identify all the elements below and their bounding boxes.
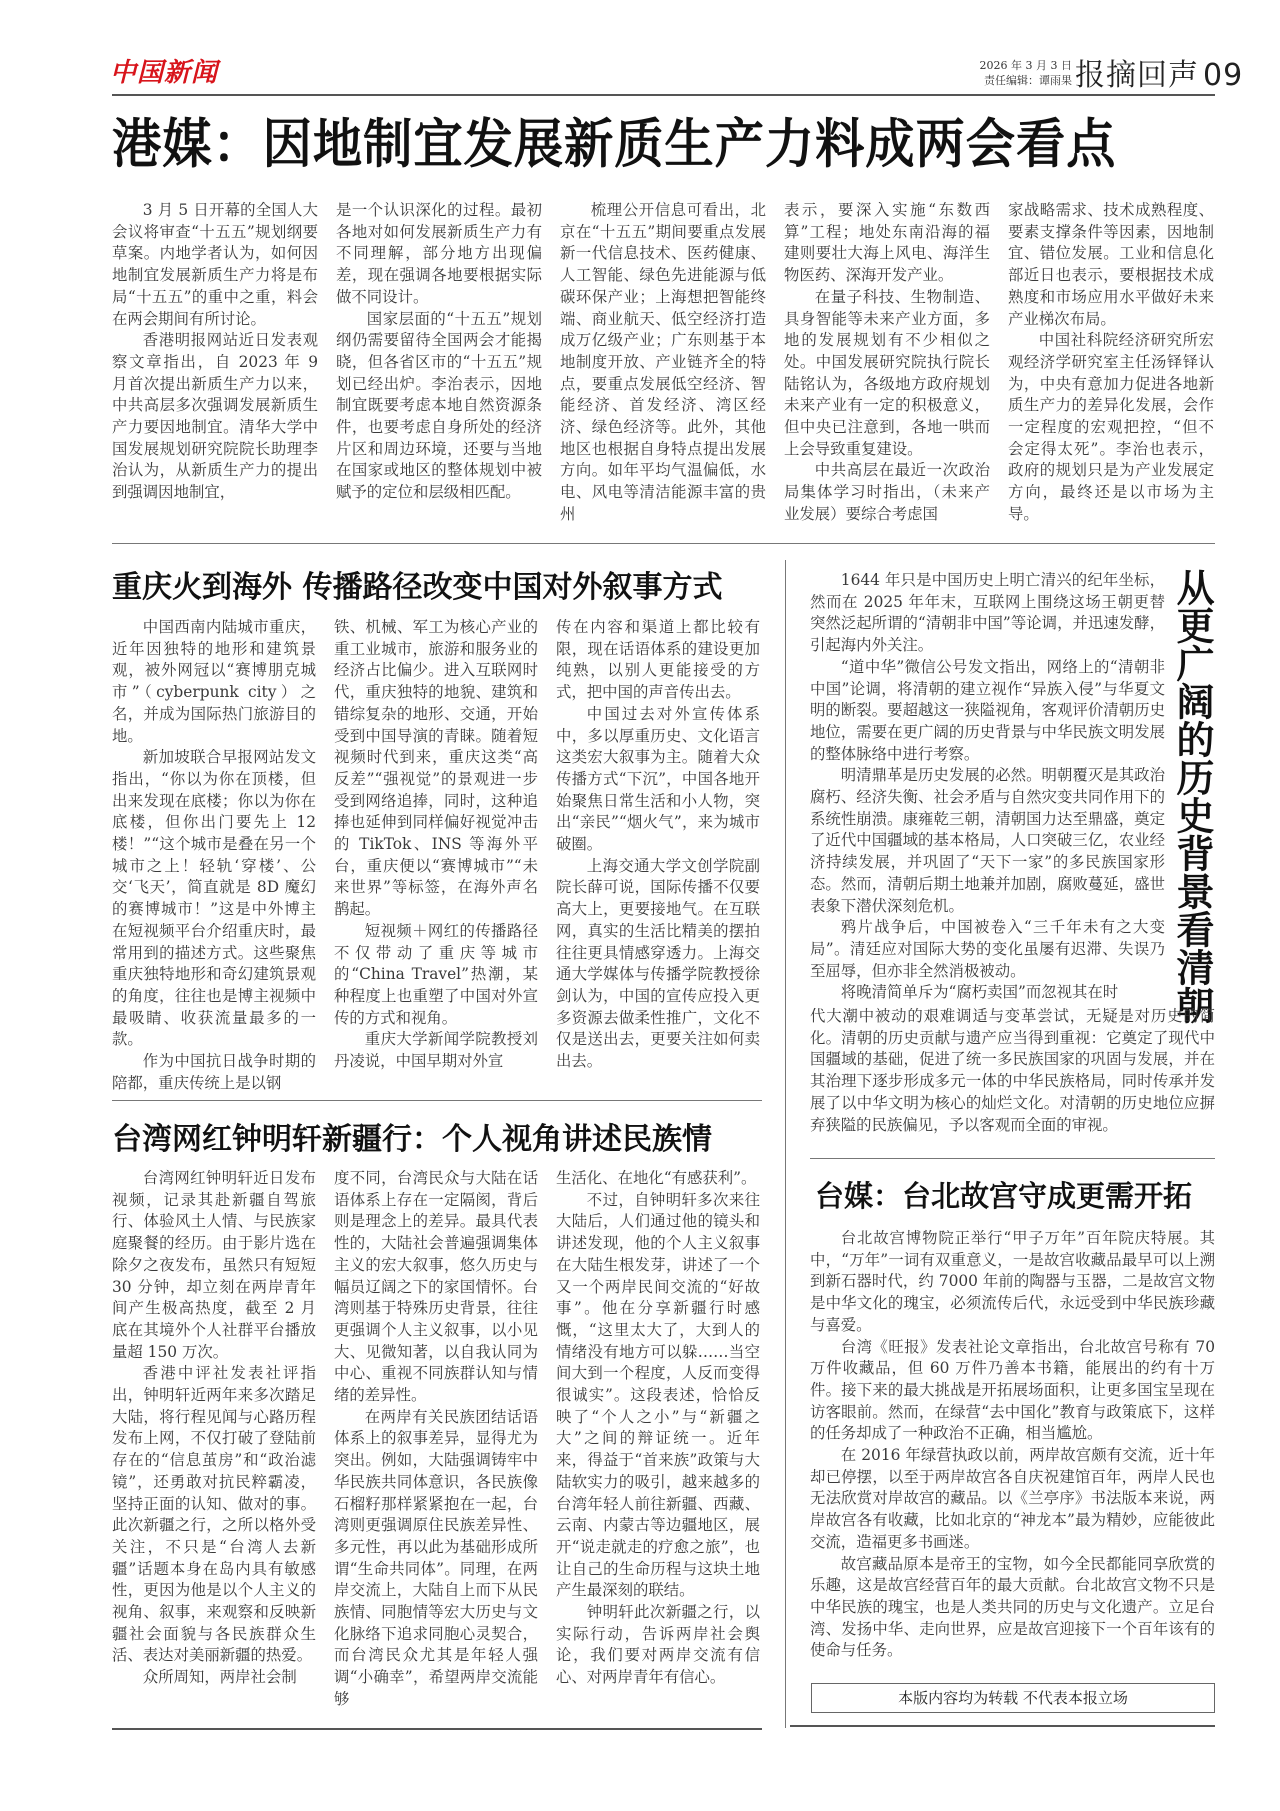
paragraph: 传在内容和渠道上都比较有限，现在话语体系的建设更加纯熟，以别人更能接受的方式，把中国的声音传出去。 [556,618,760,702]
text-column [784,200,990,526]
paragraph: 是一个认识深化的过程。最初各地对如何发展新质生产力有不同理解，部分地方出现偏差，现在强调各地要根据实际做不同设计。 [336,201,542,306]
text-column [1008,200,1214,526]
article5-body [810,1228,1215,1662]
paragraph: 台湾《旺报》发表社论文章指出，台北故宫号称有 70 万件收藏品，但 60 万件乃善本书籍，能展出的约有十万件。接下来的最大挑战是开拓展场面积，让更多国宝呈现在访客眼前。然而，在绿营“去中国化”教育与政策底下，这样的任务却成了一种政治不正确，相当尴尬。 [810,1337,1215,1443]
bottom-rule-left [112,1728,762,1730]
paragraph: 新加坡联合早报网站发文指出，“你以为你在顶楼，但出来发现在底楼；你以为你在底楼，但你出门要先上 12 楼！”“这个城市是叠在另一个城市之上！轻轨‘穿楼’、公交‘飞天’，简直就是 8D 魔幻的赛博城市！”这是中外博主在短视频平台介绍重庆时，最常用到的描述方式。这些聚焦重庆独特地形和奇幻建筑景观的角度，往往也是博主视频中最吸睛、收获流量最多的一款。 [112,748,316,1049]
paragraph: 鸦片战争后，中国被卷入“三千年未有之大变局”。清廷应对国际大势的变化虽屡有迟滞、失误乃至屈辱，但亦非全然消极被动。 [810,918,1165,980]
page-number: 09 [1203,58,1244,93]
article4-paragraph: 代大潮中被动的艰难调适与变革尝试，无疑是对历史的简化。清朝的历史贡献与遗产应当得到重视：它奠定了现代中国疆域的基础，促进了统一多民族国家的巩固与发展，并在其治理下逐步形成多元一体的中华民族格局，同时传承并发展了以中华文明为核心的灿烂文化。对清朝的历史地位应摒弃狭隘的民族偏见，予以客观而全面的审视。 [810,1007,1215,1134]
paragraph: 家战略需求、技术成熟程度、要素支撑条件等因素，因地制宜、错位发展。工业和信息化部近日也表示，要根据技术成熟度和市场应用水平做好未来产业梯次布局。 [1008,201,1214,328]
paragraph: “道中华”微信公号发文指出，网络上的“清朝非中国”论调，将清朝的建立视作“异族入侵”与华夏文明的断裂。要超越这一狭隘视角，客观评价清朝历史地位，需要在更广阔的历史背景与中华民族文明发展的整体脉络中进行考察。 [810,657,1165,763]
section-name: 报摘回声 [1075,58,1199,93]
section-divider [112,543,1215,544]
article2-body [112,617,762,1094]
paragraph: 中国过去对外宣传体系中，多以厚重历史、文化语言这类宏大叙事为主。随着大众传播方式“下沉”，中国各地开始聚焦日常生活和小人物，突出“亲民”“烟火气”，来为城市破圈。 [556,704,760,854]
paragraph: 将晚清简单斥为“腐朽卖国”而忽视其在时 [840,983,1119,1002]
header-rule [112,94,1215,96]
paragraph: 3 月 5 日开幕的全国人大会议将审查“十五五”规划纲要草案。内地学者认为，如何因地制宜发展新质生产力将是布局“十五五”的重中之重，料会在两会期间有所讨论。 [112,201,318,328]
paragraph: 钟明轩此次新疆之行，以实际行动，告诉两岸社会舆论，我们要对两岸交流有信心、对两岸青年有信心。 [556,1603,760,1687]
paragraph: 不过，自钟明轩多次来往大陆后，人们通过他的镜头和讲述发现，他的个人主义叙事在大陆生根发芽，讲述了一个又一个两岸民间交流的“好故事”。他在分享新疆行时感慨，“这里太大了，大到人的情绪没有地方可以躲……当空间大到一个程度，人反而变得很诚实”。这段表述，恰恰反映了“个人之小”与“新疆之大”之间的辩证统一。近年来，得益于“首来族”政策与大陆软实力的吸引，越来越多的台湾年轻人前往新疆、西藏、云南、内蒙古等边疆地区，展开“说走就走的疗愈之旅”，也让自己的生命历程与这块土地产生最深刻的联结。 [556,1190,760,1600]
paragraph: 度不同，台湾民众与大陆在话语体系上存在一定隔阂，背后则是理念上的差异。最具代表性的，大陆社会普遍强调集体主义的宏大叙事，悠久历史与幅员辽阔之下的家国情怀。台湾则基于特殊历史背景，往往更强调个人主义叙事，以小见大、见微知著，以自我认同为中心、重视不同族群认知与情绪的差异性。 [334,1169,538,1405]
paragraph: 中共高层在最近一次政治局集体学习时指出，（未来产业发展）要综合考虑国 [784,461,990,523]
article4-vertical-headline [1170,568,1214,1024]
vertical-headline-text: 从更广阔的历史背景看清朝 [1170,568,1214,1024]
paragraph: 香港中评社发表社评指出，钟明轩近两年来多次踏足大陆，将行程见闻与心路历程发布上网，不仅打破了登陆前存在的“信息茧房”和“政治滤镜”，还勇敢对抗民粹霸凌，坚持正面的认知、做对的事。此次新疆之行，之所以格外受关注，不只是“台湾人去新疆”话题本身在岛内具有敏感性，更因为他是以个人主义的视角、叙事，来观察和反映新疆社会面貌与各民族群众生活、表达对美丽新疆的热爱。 [112,1364,316,1665]
issue-date: 2026 年 3 月 3 日 [979,59,1072,72]
paragraph: 香港明报网站近日发表观察文章指出，自 2023 年 9 月首次提出新质生产力以来，中共高层多次强调发展新质生产力要因地制宜。清华大学中国发展规划研究院院长助理李治认为，从新质生产力的提出到强调因地制宜， [112,331,318,502]
paragraph: 梳理公开信息可看出，北京在“十五五”期间要重点发展新一代信息技术、医药健康、人工智能、绿色先进能源与低碳环保产业；上海想把智能终端、商业航天、低空经济打造成万亿级产业；广东则基于本地制度开放、产业链齐全的特点，要重点发展低空经济、智能经济、首发经济、湾区经济、绿色经济等。此外，其他地区也根据自身特点提出发展方向。如年平均气温偏低，水电、风电等清洁能源丰富的贵州 [560,201,766,523]
text-column [112,1168,316,1711]
section-title [1075,50,1243,94]
text-column [556,617,760,1094]
article4-body-bottom [810,1006,1215,1136]
article2-headline: 重庆火到海外 传播路径改变中国对外叙事方式 [112,570,723,605]
article-divider [810,1158,1215,1159]
article-divider [112,1100,762,1101]
paragraph: 明清鼎革是历史发展的必然。明朝覆灭是其政治腐朽、经济失衡、社会矛盾与自然灾变共同作用下的系统性崩溃。康雍乾三朝，清朝国力达至鼎盛，奠定了近代中国疆域的基本格局，人口突破三亿，农业经济持续发展，并巩固了“天下一家”的多民族国家形态。然而，清朝后期土地兼并加剧，腐败蔓延，盛世表象下潜伏深刻危机。 [810,766,1165,915]
paragraph: 生活化、在地化“有感获利”。 [556,1169,757,1187]
paragraph: 表示，要深入实施“东数西算”工程；地处东南沿海的福建则要壮大海上风电、海洋生物医药、深海开发产业。 [784,201,990,285]
paragraph: 在 2016 年绿营执政以前，两岸故宫颇有交流，近十年却已停摆，以至于两岸故宫各自庆祝建馆百年，两岸人民也无法欣赏对岸故宫的藏品。以《兰亭序》书法版本来说，两岸故宫各有收藏，比如北京的“神龙本”最为精妙，应能彼此交流，造福更多书画迷。 [810,1446,1215,1551]
column-divider [785,560,786,1728]
paragraph: 短视频＋网红的传播路径不仅带动了重庆等城市的“China Travel”热潮，某种程度上也重塑了中国对外宣传的方式和视角。 [334,921,538,1027]
text-column [334,617,538,1094]
paragraph: 在两岸有关民族团结话语体系上的叙事差异，显得尤为突出。例如，大陆强调铸牢中华民族共同体意识，各民族像石榴籽那样紧紧抱在一起，台湾则更强调原住民族差异性、多元性，再以此为基础形成所谓“生命共同体”。同理，在两岸交流上，大陆自上而下从民族情、同胞情等宏大历史与文化脉络下追求同胞心灵契合，而台湾民众尤其是年轻人强调“小确幸”，希望两岸交流能够 [334,1407,538,1708]
paragraph: 铁、机械、军工为核心产业的重工业城市，旅游和服务业的经济占比偏少。进入互联网时代，重庆独特的地貌、建筑和错综复杂的地形、交通，开始受到中国导演的青睐。随着短视频时代到来，重庆这类“高反差”“强视觉”的景观进一步受到网络追捧，同时，这种追捧也延伸到同样偏好视觉冲击的 TikTok、INS 等海外平台，重庆便以“赛博城市”“未来世界”等标签，在海外声名鹊起。 [334,618,538,919]
text-column [112,200,318,526]
paragraph: 台湾网红钟明轩近日发布视频，记录其赴新疆自驾旅行、体验风土人情、与民族家庭聚餐的经历。由于影片选在除夕之夜发布，虽然只有短短 30 分钟，却立刻在两岸青年间产生极高热度，截至 2 月底在其境外个人社群平台播放量超 150 万次。 [112,1169,316,1361]
editor-credit: 责任编辑：谭雨果 [984,74,1072,87]
paragraph: 故宫藏品原本是帝王的宝物，如今全民都能同享欣赏的乐趣，这是故宫经营百年的最大贡献。台北故宫文物不只是中华民族的瑰宝，也是人类共同的历史与文化遗产。立足台湾、发扬中华、走向世界，应是故宫迎接下一个百年该有的使命与任务。 [810,1554,1215,1660]
newspaper-logo: 中国新闻 [110,58,219,88]
article4-body-top [810,570,1165,1004]
paragraph: 众所周知，两岸社会制 [142,1668,297,1687]
paragraph: 中国西南内陆城市重庆，近年因独特的地形和建筑景观，被外网冠以“赛博朋克城市”（cyberpunk city）之名，并成为国际热门旅游目的地。 [112,618,316,745]
text-column [334,1168,538,1711]
text-column [336,200,542,526]
header-meta [932,58,1072,88]
article5-headline: 台媒：台北故宫守成更需开拓 [815,1179,1193,1213]
paragraph: 国家层面的“十五五”规划纲仍需要留待全国两会才能揭晓，但各省区市的“十五五”规划已经出炉。李治表示，因地制宜既要考虑本地自然资源条件，也要考虑自身所处的经济片区和周边环境，还要与当地在国家或地区的整体规划中被赋予的定位和层级相匹配。 [336,309,542,502]
text-column [556,1168,760,1711]
disclaimer-box: 本版内容均为转载 不代表本报立场 [811,1683,1215,1713]
bottom-rule-right [790,1725,1215,1727]
paragraph: 上海交通大学文创学院副院长薛可说，国际传播不仅要高大上，更要接地气。在互联网，真实的生活比精美的摆拍往往更具情感穿透力。上海交通大学媒体与传播学院教授徐剑认为，中国的宣传应投入更多资源去做柔性推广，文化不仅是送出去，更要关注如何卖出去。 [556,856,760,1071]
paragraph: 台北故宫博物院正举行“甲子万年”百年院庆特展。其中，“万年”一词有双重意义，一是故宫收藏品最早可以上溯到新石器时代，约 7000 年前的陶器与玉器，二是故宫文物是中华文化的瑰宝，必须流传后代，永远受到中华民族珍藏与喜爱。 [810,1229,1215,1334]
article3-body [112,1168,762,1711]
text-column [560,200,766,526]
paragraph: 重庆大学新闻学院教授刘丹凌说，中国早期对外宣 [334,1030,538,1071]
paragraph: 作为中国抗日战争时期的陪都，重庆传统上是以钢 [112,1052,316,1092]
paragraph: 在量子科技、生物制造、具身智能等未来产业方面，多地的发展规划有不少相似之处。中国发展研究院执行院长陆铭认为，各级地方政府规划未来产业有一定的积极意义，但中央已注意到，各地一哄而上会导致重复建设。 [784,287,990,458]
article1-headline: 港媒：因地制宜发展新质生产力料成两会看点 [112,114,1117,175]
text-column [112,617,316,1094]
paragraph: 中国社科院经济研究所宏观经济学研究室主任汤铎铎认为，中央有意加力促进各地新质生产力的差异化发展，会作一定程度的宏观把控，“但不会定得太死”。李治也表示，政府的规划只是为产业发展定方向，最终还是以市场为主导。 [1008,331,1214,523]
article3-headline: 台湾网红钟明轩新疆行：个人视角讲述民族情 [112,1122,712,1157]
paragraph: 1644 年只是中国历史上明亡清兴的纪年坐标，然而在 2025 年年末，互联网上围绕这场王朝更替突然泛起所谓的“清朝非中国”等论调，并迅速发酵，引起海内外关注。 [810,571,1165,655]
article1-body [112,200,1215,526]
